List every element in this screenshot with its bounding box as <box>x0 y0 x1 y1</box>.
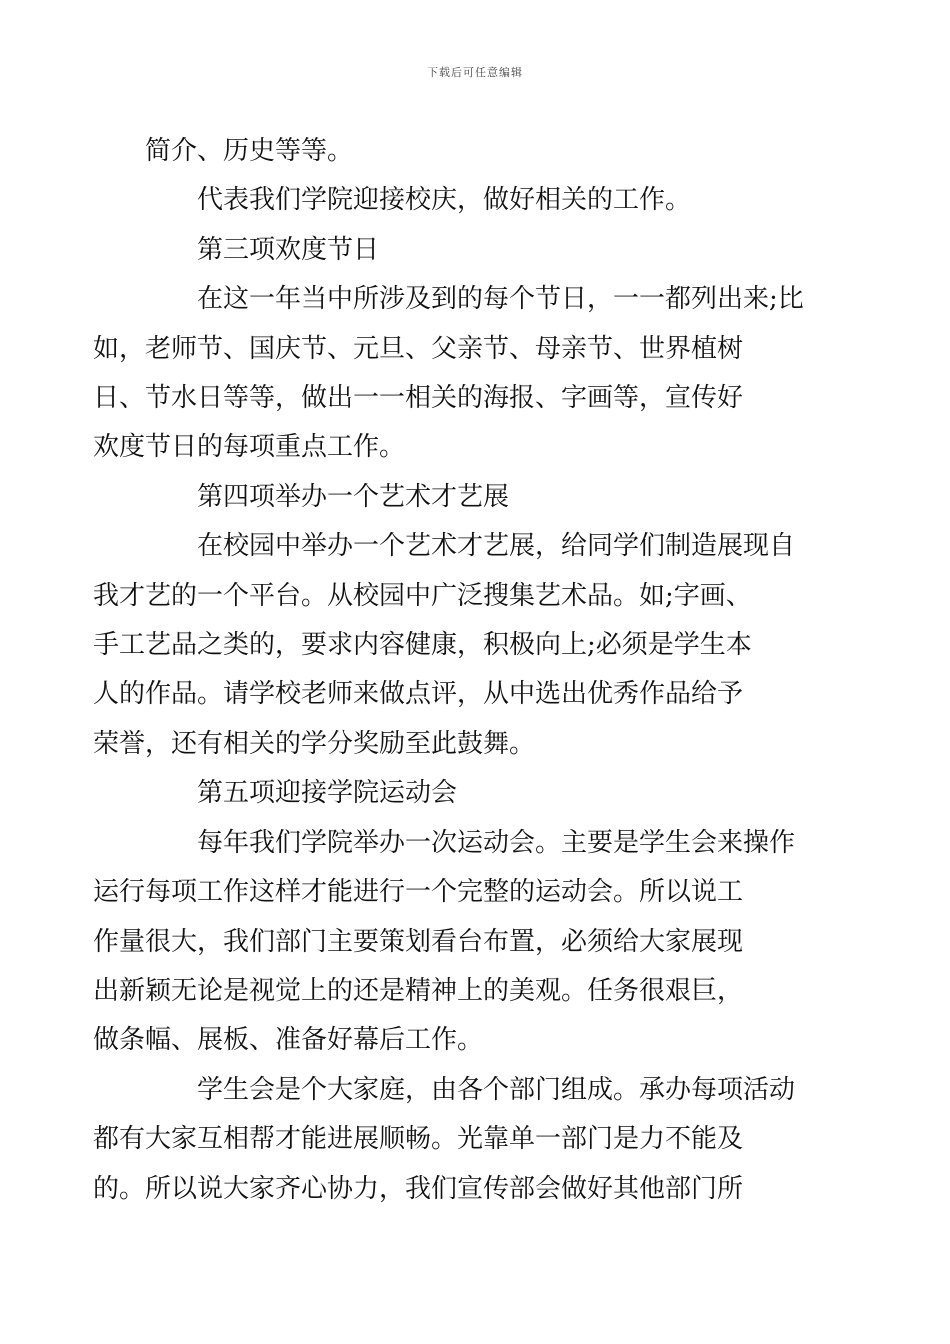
text-line: 运行每项工作这样才能进行一个完整的运动会。所以说工 <box>93 877 744 908</box>
paragraph-1 <box>145 127 810 176</box>
text-line: 出新颖无论是视觉上的还是精神上的美观。任务很艰巨， <box>93 975 744 1006</box>
section-heading-5 <box>145 769 810 818</box>
text-line: 我才艺的一个平台。从校园中广泛搜集艺术品。如;字画、 <box>93 580 752 611</box>
document-body <box>93 127 810 1214</box>
section-heading-3 <box>145 226 810 275</box>
text-line: 做条幅、展板、准备好幕后工作。 <box>93 1025 484 1056</box>
text-line: 的。所以说大家齐心协力，我们宣传部会做好其他部门所 <box>93 1173 744 1204</box>
text-line: 第四项举办一个艺术才艺展 <box>197 481 510 512</box>
text-line: 都有大家互相帮才能进展顺畅。光靠单一部门是力不能及 <box>93 1124 744 1155</box>
text-line: 作量很大，我们部门主要策划看台布置，必须给大家展现 <box>93 926 744 957</box>
paragraph-8 <box>93 819 810 1066</box>
text-line: 代表我们学院迎接校庆，做好相关的工作。 <box>197 185 692 216</box>
text-line: 第五项迎接学院运动会 <box>197 778 458 809</box>
text-line: 人的作品。请学校老师来做点评，从中选出优秀作品给予 <box>93 679 744 710</box>
text-line: 手工艺品之类的，要求内容健康，积极向上;必须是学生本 <box>93 630 752 661</box>
text-line: 每年我们学院举办一次运动会。主要是学生会来操作 <box>197 827 796 858</box>
text-line: 简介、历史等等。 <box>145 136 354 166</box>
paragraph-9 <box>93 1066 810 1214</box>
text-line: 荣誉，还有相关的学分奖励至此鼓舞。 <box>93 728 536 759</box>
page-header: 下载后可任意编辑 <box>427 66 523 79</box>
paragraph-2 <box>145 176 810 225</box>
text-line: 欢度节日的每项重点工作。 <box>93 432 406 463</box>
text-line: 日、节水日等等，做出一一相关的海报、字画等，宣传好 <box>93 383 744 414</box>
text-line: 在校园中举办一个艺术才艺展，给同学们制造展现自 <box>197 531 796 562</box>
paragraph-6 <box>93 522 810 769</box>
text-line: 如，老师节、国庆节、元旦、父亲节、母亲节、世界植树 <box>93 333 744 364</box>
paragraph-4 <box>93 275 810 473</box>
text-line: 学生会是个大家庭，由各个部门组成。承办每项活动 <box>197 1074 796 1105</box>
section-heading-4 <box>145 473 810 522</box>
text-line: 第三项欢度节日 <box>197 234 380 265</box>
text-line: 在这一年当中所涉及到的每个节日，一一都列出来;比 <box>197 284 804 315</box>
